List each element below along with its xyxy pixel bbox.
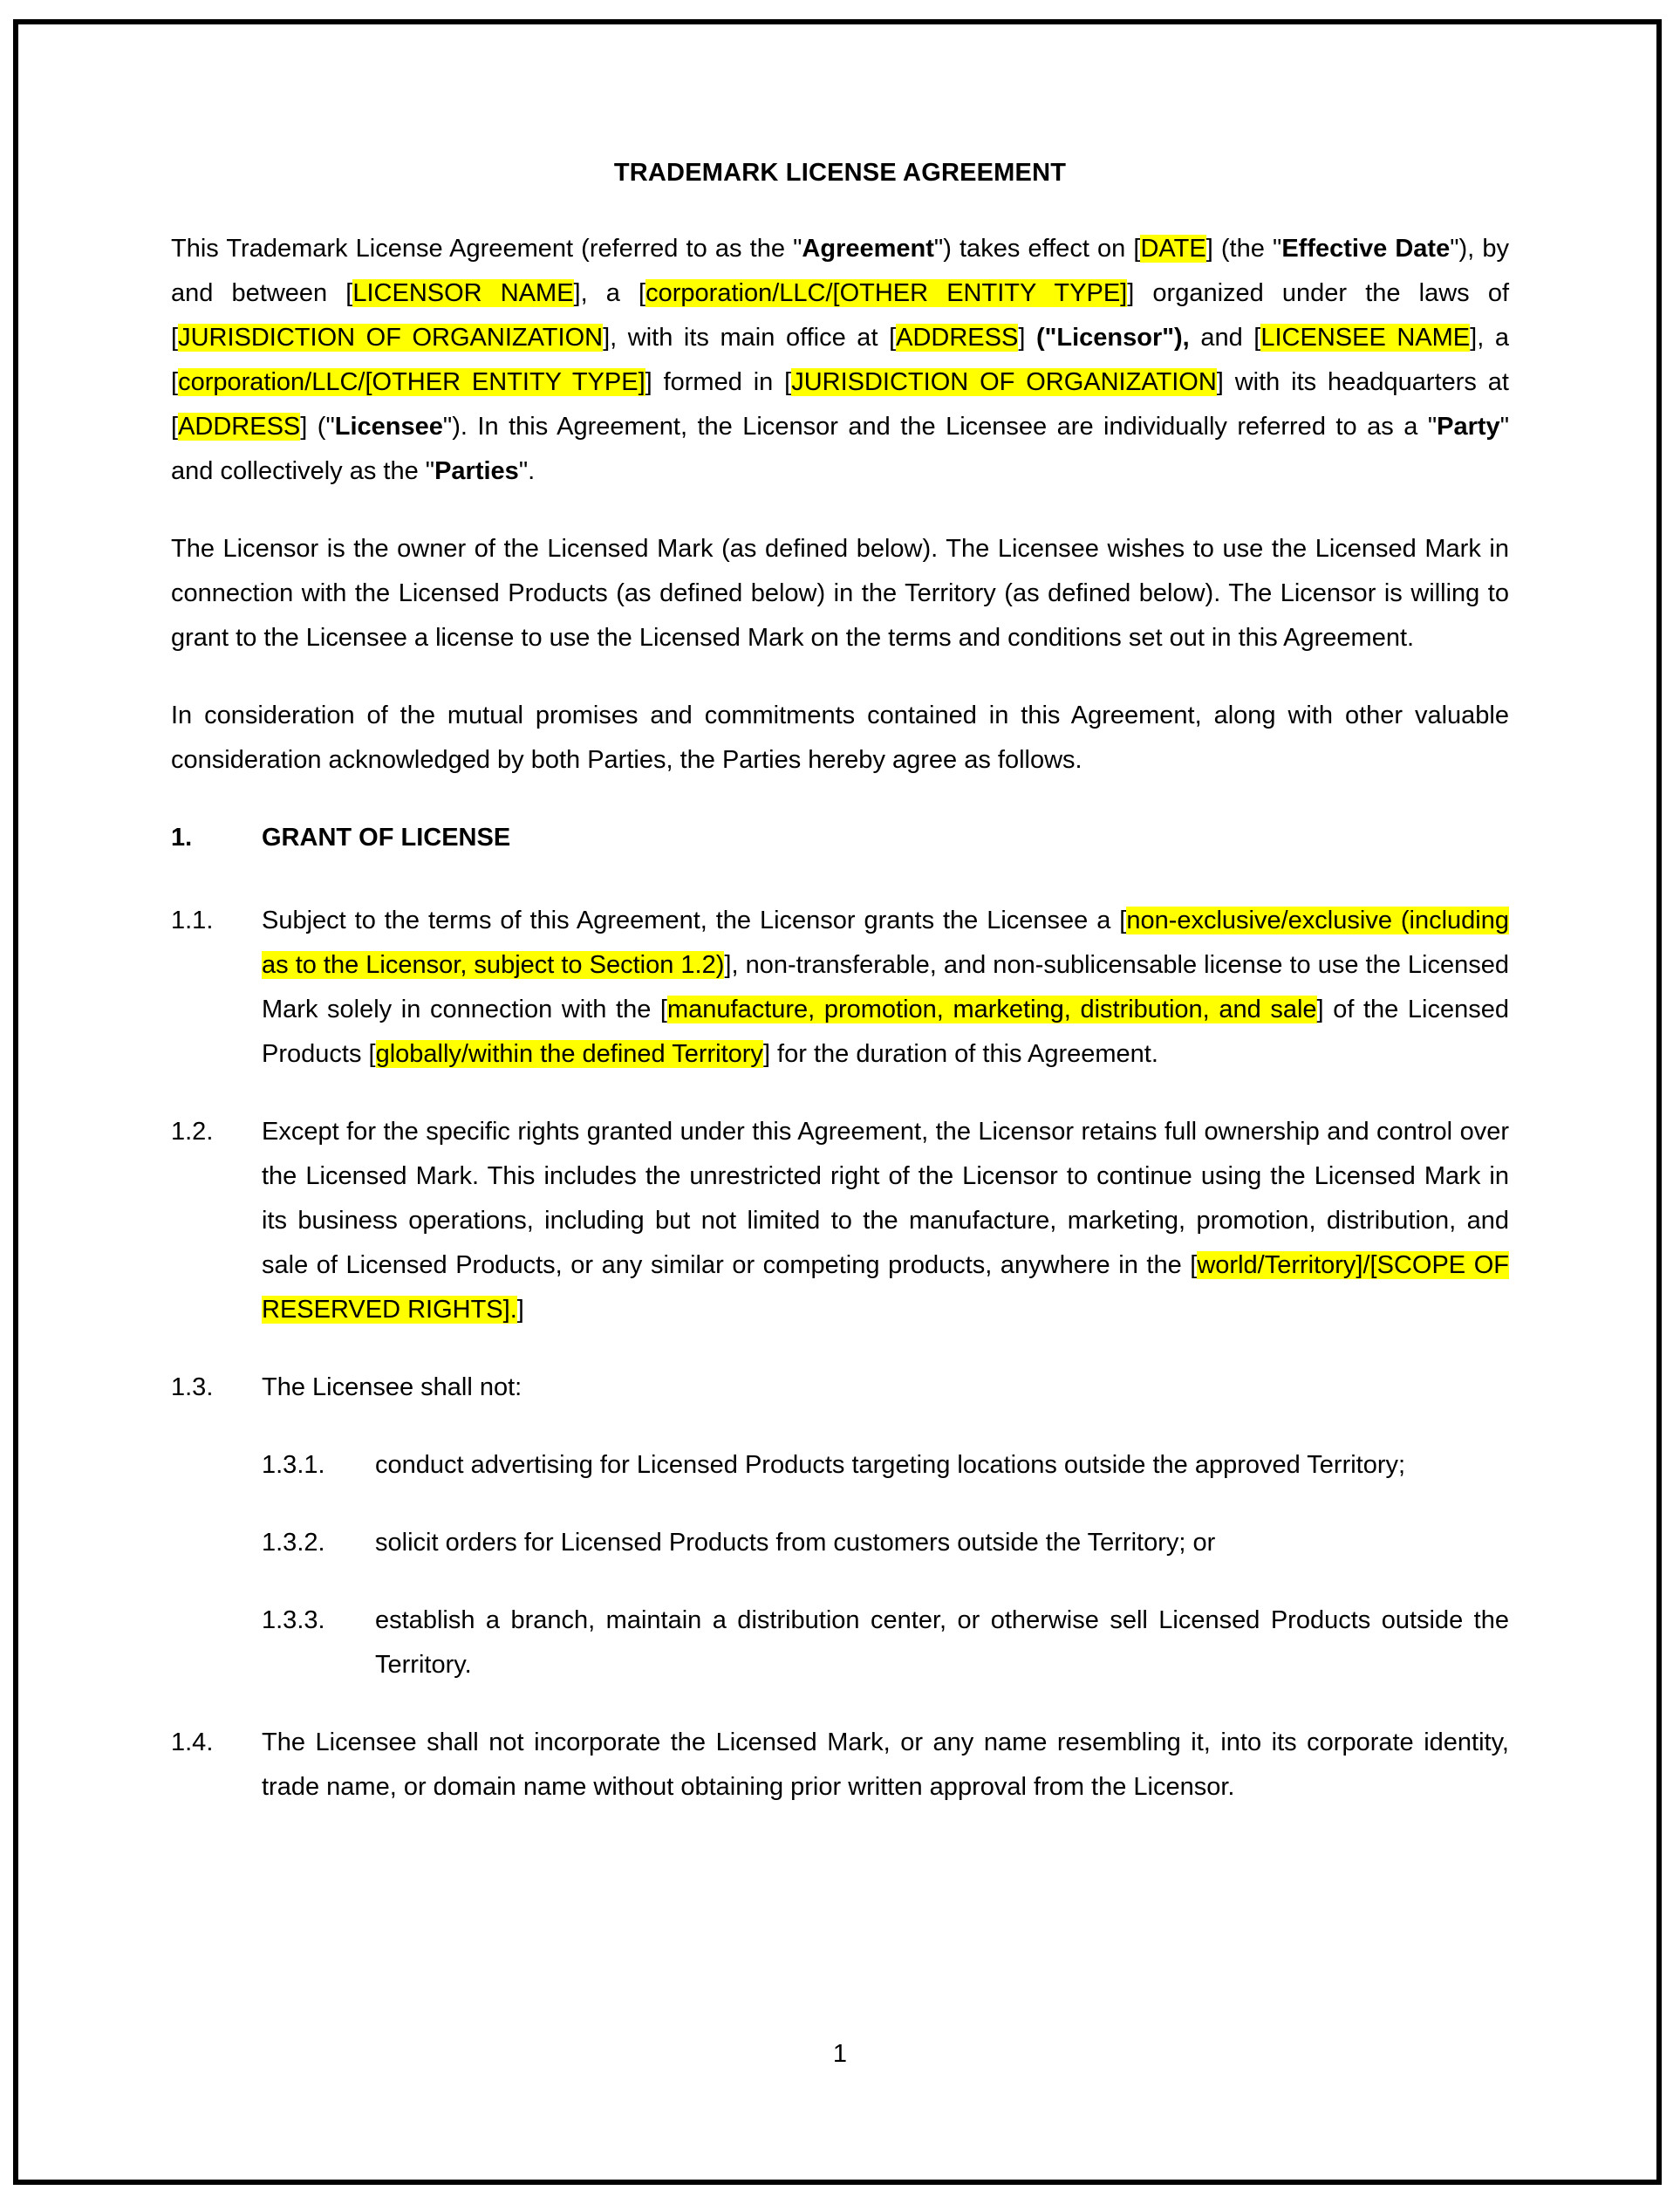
clause-number: 1.2. [171, 1117, 214, 1146]
defined-term-party: Party [1437, 412, 1500, 441]
clause-1-3-1 [171, 1443, 1509, 1488]
preamble-text: ], a [ [573, 278, 646, 307]
subclause-body: solicit orders for Licensed Products from customers outside the Territory; or [375, 1528, 1216, 1557]
clause-text: ] [516, 1295, 524, 1324]
preamble-text: and [ [1189, 323, 1261, 352]
subclause-number: 1.3.3. [262, 1605, 325, 1634]
placeholder-licensor-jurisdiction: JURISDICTION OF ORGANIZATION [178, 323, 604, 352]
defined-term-effective-date: Effective Date [1281, 234, 1451, 263]
preamble-text: " and collectively as the " [171, 412, 1509, 485]
clause-text: ] of the Licensed Products [ [262, 995, 1509, 1068]
recital-paragraph-ownership: The Licensor is the owner of the Licensed Mark (as defined below). The Licensee wishes to use the Licensed Mark in connection with the Licensed Products (as defined below) in the Territory (as defined below). The Licensor is willing to grant to the Licensee a license to use the Licensed Mark on the terms and conditions set out in this Agreement. [171, 534, 1509, 652]
clause-number: 1.1. [171, 906, 214, 934]
clause-1-3-3 [171, 1598, 1509, 1687]
clause-1-3-2 [171, 1521, 1509, 1565]
placeholder-licensee-name: LICENSEE NAME [1260, 323, 1471, 352]
section-title: GRANT OF LICENSE [262, 823, 511, 852]
clause-1-1 [171, 899, 1509, 1077]
preamble-paragraph-parties [171, 227, 1509, 494]
section-number: 1. [171, 823, 193, 852]
preamble-text: This Trademark License Agreement (referred to as the " [171, 234, 802, 263]
recital-paragraph-consideration: In consideration of the mutual promises and commitments contained in this Agreement, along with other valuable consideration acknowledged by both Parties, the Parties hereby agree as follows. [171, 701, 1509, 774]
preamble-text: ] [1018, 323, 1036, 352]
page-number-footer: 1 [832, 2040, 848, 2068]
defined-term-licensee: Licensee [334, 412, 443, 441]
document-content [171, 157, 1509, 1843]
placeholder-territory-scope: globally/within the defined Territory [375, 1039, 763, 1068]
preamble-text: "), by and between [ [171, 234, 1509, 307]
preamble-text: ] formed in [ [645, 367, 792, 396]
placeholder-licensee-entity-type: corporation/LLC/[OTHER ENTITY TYPE] [178, 367, 645, 396]
subclause-number: 1.3.1. [262, 1450, 325, 1479]
placeholder-licensor-address: ADDRESS [896, 323, 1019, 352]
clause-1-3 [171, 1366, 1509, 1410]
defined-term-agreement: Agreement [802, 234, 934, 263]
clause-text: Subject to the terms of this Agreement, the Licensor grants the Licensee a [ [262, 906, 1127, 934]
clause-text: Except for the specific rights granted under this Agreement, the Licensor retains full ownership and control over the Licensed Mark. This includes the unrestricted right of the Licensor to continue using the Licensed Mark in its business operations, including but not limited to the manufacture, marketing, promotion, distribution, and sale of Licensed Products, or any similar or competing products, anywhere in the [ [262, 1117, 1509, 1279]
preamble-text: ], a [ [171, 323, 1509, 396]
page-title: TRADEMARK LICENSE AGREEMENT [613, 159, 1067, 187]
placeholder-date: DATE [1140, 234, 1206, 263]
clause-body: The Licensee shall not: [262, 1372, 522, 1401]
clause-body [262, 899, 1509, 1077]
subclause-body: conduct advertising for Licensed Products targeting locations outside the approved Territory; [375, 1450, 1406, 1479]
placeholder-licensee-address: ADDRESS [178, 412, 301, 441]
placeholder-exclusivity: non-exclusive/exclusive (including as to the Licensor, subject to Section 1.2) [262, 906, 1509, 979]
clause-number: 1.3. [171, 1372, 214, 1401]
preamble-text: ") takes effect on [ [933, 234, 1141, 263]
subclause-body: establish a branch, maintain a distribution center, or otherwise sell Licensed Products outside the Territory. [375, 1605, 1509, 1679]
placeholder-licensee-jurisdiction: JURISDICTION OF ORGANIZATION [791, 367, 1217, 396]
preamble-text: ] with its headquarters at [ [171, 367, 1509, 441]
preamble-text: ] (the " [1205, 234, 1282, 263]
section-heading-grant-of-license [171, 816, 1509, 860]
defined-term-licensor: ("Licensor"), [1035, 323, 1190, 352]
placeholder-reserved-rights-scope: world/Territory]/[SCOPE OF RESERVED RIGHTS]. [262, 1250, 1509, 1324]
placeholder-licensor-entity-type: corporation/LLC/[OTHER ENTITY TYPE] [645, 278, 1128, 307]
preamble-text: ], with its main office at [ [603, 323, 897, 352]
clause-body [262, 1110, 1509, 1332]
clause-number: 1.4. [171, 1728, 214, 1756]
preamble-text: "). In this Agreement, the Licensor and the Licensee are individually referred to as a " [442, 412, 1438, 441]
clause-text: ] for the duration of this Agreement. [762, 1039, 1158, 1068]
preamble-text: ". [518, 456, 536, 485]
defined-term-parties: Parties [434, 456, 519, 485]
clause-text: ], non-transferable, and non-sublicensable license to use the Licensed Mark solely in connection with the [ [262, 950, 1509, 1023]
clause-body: The Licensee shall not incorporate the Licensed Mark, or any name resembling it, into its corporate identity, trade name, or domain name without obtaining prior written approval from the Licensor. [262, 1728, 1509, 1801]
placeholder-licensor-name: LICENSOR NAME [352, 278, 574, 307]
placeholder-permitted-activities: manufacture, promotion, marketing, distribution, and sale [666, 995, 1317, 1023]
clause-1-2 [171, 1110, 1509, 1332]
subclause-number: 1.3.2. [262, 1528, 325, 1557]
preamble-text: ] organized under the laws of [ [171, 278, 1510, 352]
preamble-text: ] (" [300, 412, 335, 441]
clause-1-4 [171, 1721, 1509, 1810]
